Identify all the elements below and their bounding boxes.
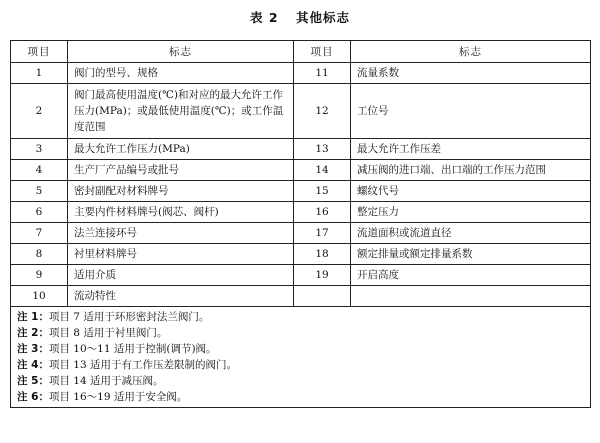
note-label: 注 4： [17,359,49,371]
item-mark [351,286,591,307]
item-mark: 流量系数 [351,63,591,84]
table-caption: 其他标志 [295,10,350,25]
item-number: 14 [294,160,351,181]
item-number: 1 [11,63,68,84]
item-number: 9 [11,265,68,286]
table-number: 表 2 [250,10,279,25]
item-mark: 减压阀的进口端、出口端的工作压力范围 [351,160,591,181]
item-number: 13 [294,139,351,160]
item-mark: 流动特性 [68,286,294,307]
item-mark: 整定压力 [351,202,591,223]
table-row [11,244,591,265]
item-mark: 最大允许工作压差 [351,139,591,160]
note-text: 项目 7 适用于环形密封法兰阀门。 [48,311,210,323]
note-label: 注 5： [17,375,49,387]
item-number: 7 [11,223,68,244]
table-title [0,8,600,26]
item-mark: 衬里材料牌号 [68,244,294,265]
note-line [17,325,584,341]
item-mark: 生产厂产品编号或批号 [68,160,294,181]
item-number: 11 [294,63,351,84]
item-number: 15 [294,181,351,202]
header-mark-left: 标志 [68,41,294,63]
table-row [11,223,591,244]
item-number: 6 [11,202,68,223]
item-number: 18 [294,244,351,265]
notes-cell [11,307,591,408]
item-number: 16 [294,202,351,223]
table-row [11,265,591,286]
header-item-left: 项目 [11,41,68,63]
item-number: 3 [11,139,68,160]
item-mark: 阀门最高使用温度(℃)和对应的最大允许工作压力(MPa)；或最低使用温度(℃)；或工作温度范围 [68,84,294,139]
item-mark: 流道面积或流道直径 [351,223,591,244]
note-label: 注 6： [17,391,49,403]
item-number: 19 [294,265,351,286]
item-number: 8 [11,244,68,265]
item-mark: 阀门的型号、规格 [68,63,294,84]
table-row [11,139,591,160]
table-row [11,160,591,181]
item-mark: 最大允许工作压力(MPa) [68,139,294,160]
note-label: 注 3： [17,343,49,355]
item-mark: 工位号 [351,84,591,139]
header-mark-right: 标志 [351,41,591,63]
table-row [11,84,591,139]
item-mark: 额定排量或额定排量系数 [351,244,591,265]
marks-table [10,40,591,408]
item-number: 17 [294,223,351,244]
note-line [17,389,584,405]
note-text: 项目 10～11 适用于控制(调节)阀。 [48,343,217,355]
note-line [17,357,584,373]
header-row [11,41,591,63]
note-text: 项目 8 适用于衬里阀门。 [48,327,168,339]
item-mark: 法兰连接环号 [68,223,294,244]
item-mark: 适用介质 [68,265,294,286]
notes-row [11,307,591,408]
note-label: 注 2： [17,327,49,339]
item-number: 4 [11,160,68,181]
note-text: 项目 16～19 适用于安全阀。 [48,391,188,403]
header-item-right: 项目 [294,41,351,63]
table-row [11,202,591,223]
note-line [17,341,584,357]
note-text: 项目 14 适用于减压阀。 [48,375,164,387]
note-line [17,309,584,325]
item-number: 12 [294,84,351,139]
item-mark: 主要内件材料牌号(阀芯、阀杆) [68,202,294,223]
item-number: 10 [11,286,68,307]
table-row [11,181,591,202]
table-row [11,286,591,307]
note-label: 注 1： [17,311,49,323]
note-line [17,373,584,389]
item-number [294,286,351,307]
table-row [11,63,591,84]
item-number: 2 [11,84,68,139]
note-text: 项目 13 适用于有工作压差限制的阀门。 [48,359,238,371]
item-mark: 开启高度 [351,265,591,286]
item-number: 5 [11,181,68,202]
item-mark: 螺纹代号 [351,181,591,202]
item-mark: 密封副配对材料牌号 [68,181,294,202]
